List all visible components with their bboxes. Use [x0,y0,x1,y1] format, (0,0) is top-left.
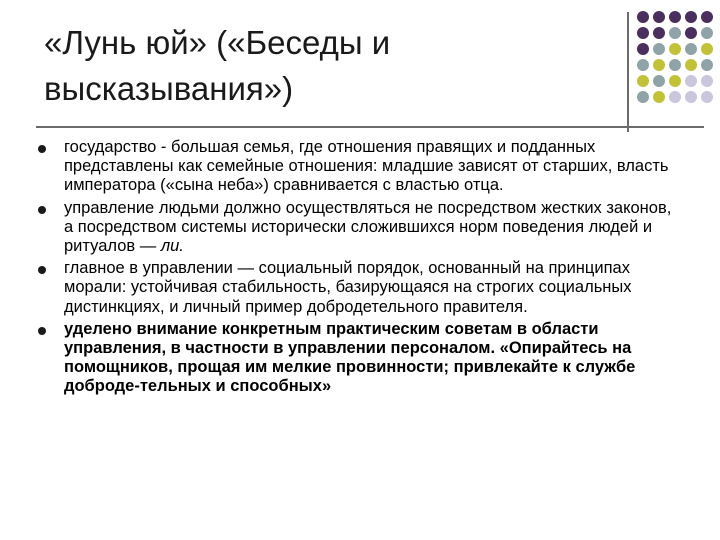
bullet-icon [38,266,46,274]
decorative-dot [685,43,697,55]
decorative-dot [637,75,649,87]
decorative-dot [701,27,713,39]
decorative-dot [701,43,713,55]
decorative-dot [669,43,681,55]
horizontal-divider [36,126,704,128]
bullet-emphasis: ли. [160,237,184,256]
decorative-dot [637,43,649,55]
decorative-dot [653,27,665,39]
bullet-icon [38,206,46,214]
decorative-dot [637,27,649,39]
decorative-dot [685,91,697,103]
bullet-item-4 [38,320,678,397]
bullet-icon [38,145,46,153]
decorative-dot [637,91,649,103]
slide-title: «Лунь юй» («Беседы и высказывания») [44,24,391,107]
decorative-dot [669,11,681,23]
decorative-dot [685,75,697,87]
bullet-item-3 [38,259,678,317]
decorative-dot [685,11,697,23]
decorative-dot [669,27,681,39]
decorative-dot [701,91,713,103]
decorative-dot [653,43,665,55]
decorative-dot [637,11,649,23]
bullet-text: управление людьми должно осуществляться не посредством жестких законов, а посредством системы исторически сложившихся норм поведения людей и ритуалов — [64,198,672,256]
bullet-item-2 [38,199,678,257]
decorative-dot [669,91,681,103]
decorative-dot [701,11,713,23]
decorative-dot [653,59,665,71]
decorative-dot [653,11,665,23]
bullet-icon [38,327,46,335]
decorative-dot-grid [637,11,717,119]
decorative-dot [685,27,697,39]
decorative-dot [653,91,665,103]
decorative-dot [653,75,665,87]
bullet-text: уделено внимание конкретным практическим советам в области управления, в частности в управлении персоналом. «Опирайтесь на помощников, прощая им мелкие провинности; привлекайте к службе доброде-тельных и способных» [64,319,636,396]
decorative-dot [685,59,697,71]
bullet-list [38,138,678,400]
decorative-dot [669,59,681,71]
decorative-dot [669,75,681,87]
bullet-text: государство - большая семья, где отношения правящих и подданных представлены как семейные отношения: младшие зависят от старших, власть императора («сына неба») сравнивается с властью отца. [64,138,669,195]
bullet-item-1 [38,138,678,196]
decorative-dot [637,59,649,71]
decorative-dot [701,59,713,71]
decorative-dot [701,75,713,87]
vertical-divider [627,12,629,132]
bullet-text: главное в управлении — социальный порядок, основанный на принципах морали: устойчивая стабильность, базирующаяся на строгих социальных дистинкциях, и личный пример добродетельного правителя. [64,259,632,316]
